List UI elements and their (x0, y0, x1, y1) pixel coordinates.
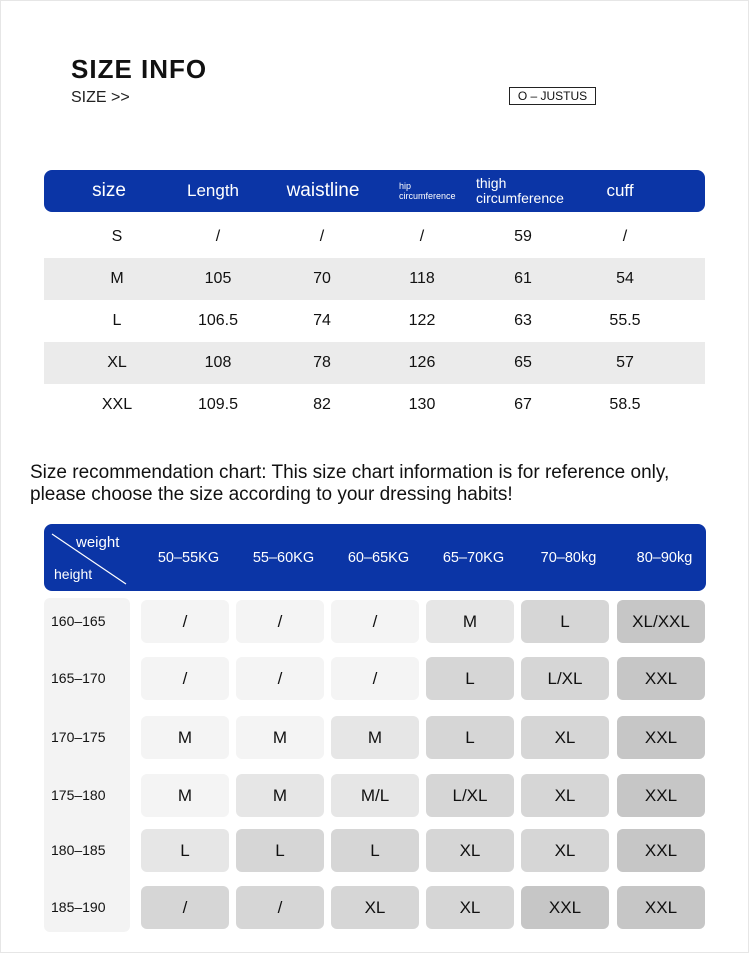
size-recommendation-cell: M/L (331, 774, 419, 817)
size-cell: L (112, 312, 122, 329)
size-recommendation-cell: / (331, 657, 419, 700)
height-column-bg (44, 598, 130, 932)
page-title: SIZE INFO (71, 54, 208, 84)
size-cell: / (622, 228, 628, 245)
size-recommendation-cell: XL (521, 774, 609, 817)
brand-label: O – JUSTUS (509, 87, 596, 105)
size-cell: 58.5 (609, 396, 641, 413)
size-cell: S (111, 228, 123, 245)
height-label: 175–180 (51, 787, 106, 803)
size-recommendation-cell: / (236, 600, 324, 643)
size-cell: 70 (313, 270, 331, 287)
size-recommendation-cell: XL/XXL (617, 600, 705, 643)
size-recommendation-cell: XXL (617, 886, 705, 929)
size-recommendation-cell: M (331, 716, 419, 759)
weight-header: 60–65KG (347, 549, 410, 566)
size-cell: XXL (101, 396, 133, 413)
height-label: 185–190 (51, 899, 106, 915)
recommendation-header (44, 524, 706, 591)
height-label: 180–185 (51, 842, 106, 858)
size-recommendation-cell: XXL (617, 774, 705, 817)
size-recommendation-cell: XL (426, 829, 514, 872)
size-recommendation-cell: XXL (617, 829, 705, 872)
size-recommendation-cell: / (236, 657, 324, 700)
size-cell: 118 (409, 270, 435, 287)
page-subtitle: SIZE >> (71, 89, 130, 106)
size-cell: XL (107, 354, 127, 371)
size-cell: 57 (616, 354, 634, 371)
size-note: Size recommendation chart: This size chart information is for reference only, please choose the size according to your dressing habits! (30, 462, 670, 505)
size-recommendation-cell: L (521, 600, 609, 643)
size-cell: 122 (408, 312, 436, 329)
size-recommendation-cell: M (236, 774, 324, 817)
size-cell: / (215, 228, 221, 245)
col-waistline: waistline (286, 180, 360, 201)
size-table-header (44, 170, 705, 212)
size-cell: 59 (514, 228, 532, 245)
height-label: 165–170 (51, 670, 106, 686)
size-cell: 55.5 (609, 312, 641, 329)
corner-height-label: height (54, 566, 93, 582)
size-recommendation-cell: XXL (617, 716, 705, 759)
col-length: Length (187, 181, 239, 200)
size-cell: 54 (616, 270, 634, 287)
corner-weight-label: weight (76, 534, 120, 551)
col-cuff: cuff (606, 181, 634, 200)
size-recommendation-cell: / (141, 886, 229, 929)
size-cell: 61 (514, 270, 532, 287)
size-cell: / (419, 228, 425, 245)
size-recommendation-cell: M (236, 716, 324, 759)
size-cell: 82 (313, 396, 331, 413)
size-recommendation-cell: XL (331, 886, 419, 929)
size-cell: 109.5 (197, 396, 239, 413)
size-recommendation-cell: L (426, 716, 514, 759)
weight-header: 50–55KG (157, 549, 220, 566)
size-row (44, 342, 705, 384)
col-thigh: thigh circumference (476, 175, 564, 206)
size-cell: 108 (204, 354, 232, 371)
size-cell: 126 (408, 354, 436, 371)
size-cell: 78 (313, 354, 331, 371)
size-row (44, 384, 705, 426)
height-label: 160–165 (51, 613, 106, 629)
size-recommendation-cell: XL (521, 829, 609, 872)
height-label: 170–175 (51, 729, 106, 745)
size-cell: 74 (313, 312, 331, 329)
size-recommendation-cell: / (236, 886, 324, 929)
size-cell: M (110, 270, 124, 287)
size-row (44, 216, 705, 258)
size-recommendation-cell: M (141, 774, 229, 817)
size-recommendation-cell: XL (521, 716, 609, 759)
corner-cell (44, 524, 139, 591)
size-recommendation-cell: L (426, 657, 514, 700)
size-recommendation-cell: L/XL (426, 774, 514, 817)
size-recommendation-cell: XXL (617, 657, 705, 700)
size-recommendation-cell: / (331, 600, 419, 643)
size-cell: 65 (514, 354, 532, 371)
size-cell: 67 (514, 396, 532, 413)
size-cell: 106.5 (197, 312, 239, 329)
size-recommendation-cell: L (236, 829, 324, 872)
size-recommendation-cell: M (426, 600, 514, 643)
size-cell: 105 (204, 270, 232, 287)
size-cell: / (319, 228, 325, 245)
weight-header: 65–70KG (442, 549, 505, 566)
weight-header: 55–60KG (252, 549, 315, 566)
size-row (44, 258, 705, 300)
size-recommendation-cell: M (141, 716, 229, 759)
size-recommendation-cell: L/XL (521, 657, 609, 700)
size-recommendation-cell: L (141, 829, 229, 872)
size-recommendation-cell: XL (426, 886, 514, 929)
size-recommendation-cell: / (141, 657, 229, 700)
col-hip: hip circumference (399, 181, 456, 201)
size-cell: 130 (408, 396, 436, 413)
weight-header: 80–90kg (636, 549, 693, 566)
size-cell: 63 (514, 312, 532, 329)
size-row (44, 300, 705, 342)
size-recommendation-cell: XXL (521, 886, 609, 929)
size-recommendation-cell: / (141, 600, 229, 643)
weight-header: 70–80kg (540, 549, 597, 566)
size-recommendation-cell: L (331, 829, 419, 872)
col-size: size (92, 180, 126, 201)
